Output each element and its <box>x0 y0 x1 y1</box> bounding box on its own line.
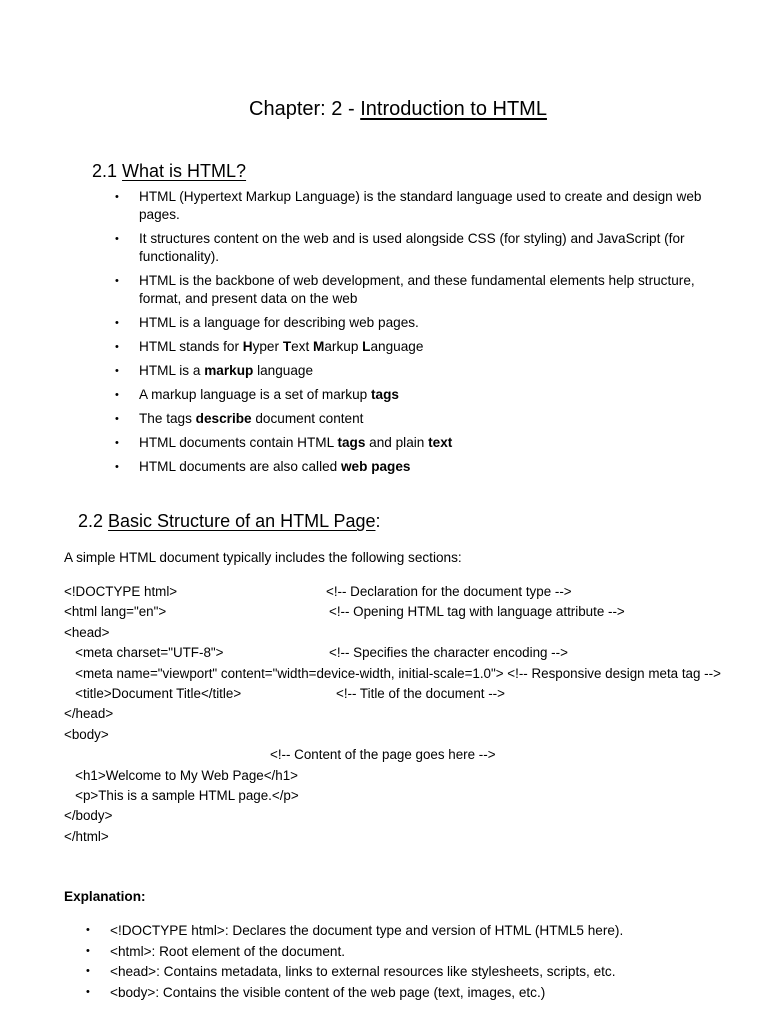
code-line <box>64 766 724 786</box>
list-item <box>115 458 709 476</box>
list-item-text: document content <box>251 411 364 426</box>
bold-text: markup <box>204 363 254 378</box>
code-text: </head> <box>64 706 114 722</box>
list-item-text: arkup <box>324 339 363 354</box>
bullet-glyph: • <box>115 191 119 203</box>
bullet-glyph: • <box>115 365 119 377</box>
code-text: <meta name="viewport" content="width=device-width, initial-scale=1.0"> <!-- Responsive design meta tag --> <box>64 665 721 681</box>
bullet-glyph: • <box>86 924 90 936</box>
code-line <box>64 786 724 806</box>
code-line <box>64 582 724 602</box>
code-line <box>64 684 724 704</box>
code-text: <h1>Welcome to My Web Page</h1> <box>64 767 298 783</box>
what-is-html-list <box>115 188 709 476</box>
code-sample <box>64 582 724 847</box>
bullet-glyph: • <box>115 341 119 353</box>
bullet-glyph: • <box>86 965 90 978</box>
bold-text: L <box>362 339 371 354</box>
code-text: </body> <box>64 808 113 824</box>
code-line <box>64 806 724 826</box>
bold-text: tags <box>337 435 366 450</box>
explanation-item <box>86 962 730 983</box>
section-number: 2.1 <box>92 161 123 181</box>
code-text: <p>This is a sample HTML page.</p> <box>64 787 299 803</box>
explanation-item <box>86 942 730 963</box>
list-item-text: language <box>253 363 314 378</box>
code-line <box>64 704 724 724</box>
bold-text: text <box>428 435 453 450</box>
code-text: <body> <box>64 726 109 742</box>
explanation-text: <head>: Contains metadata, links to external resources like stylesheets, scripts, etc. <box>110 964 616 980</box>
code-comment: <!-- Content of the page goes here --> <box>270 747 496 763</box>
list-item-text: HTML (Hypertext Markup Language) is the standard language used to create and design web pages. <box>139 189 702 222</box>
code-text: <meta charset="UTF-8"> <box>64 645 224 661</box>
section-title: Basic Structure of an HTML Page <box>108 511 376 531</box>
code-comment: <!-- Declaration for the document type --> <box>326 584 572 599</box>
code-line <box>64 827 724 847</box>
bullet-glyph: • <box>115 389 119 401</box>
list-item <box>115 314 709 332</box>
explanation-text: <body>: Contains the visible content of the web page (text, images, etc.) <box>110 984 546 1000</box>
bullet-glyph: • <box>115 461 119 473</box>
chapter-title-text: Introduction to HTML <box>360 98 547 120</box>
explanation-item <box>86 921 730 942</box>
bullet-glyph: • <box>115 437 119 449</box>
list-item-text: A markup language is a set of markup <box>139 387 371 402</box>
bullet-glyph: • <box>86 985 90 998</box>
explanation-list <box>86 921 730 1003</box>
bullet-glyph: • <box>86 944 90 957</box>
bold-text: web pages <box>340 459 411 474</box>
chapter-title <box>0 96 768 122</box>
bullet-glyph: • <box>115 233 119 245</box>
code-line <box>64 623 724 643</box>
list-item <box>115 386 709 404</box>
bullet-glyph: • <box>115 275 119 287</box>
code-line <box>64 725 724 745</box>
list-item-text: HTML is the backbone of web development, and these fundamental elements help structure, format, and present data on the web <box>139 273 695 306</box>
bold-text: tags <box>370 387 399 402</box>
list-item <box>115 434 709 452</box>
code-text: </html> <box>64 828 109 844</box>
list-item <box>115 410 709 428</box>
list-item-text: It structures content on the web and is used alongside CSS (for styling) and JavaScript (for functionality). <box>139 231 685 264</box>
list-item <box>115 362 709 380</box>
list-item-text: HTML is a <box>139 363 205 378</box>
code-text: <head> <box>64 624 110 640</box>
list-item-text: and plain <box>365 435 429 450</box>
code-text: <!DOCTYPE html> <box>64 584 178 599</box>
chapter-prefix: Chapter: 2 - <box>249 98 361 120</box>
bold-text: describe <box>195 411 252 426</box>
code-comment: <!-- Specifies the character encoding --> <box>329 645 568 661</box>
code-line <box>64 745 724 765</box>
section-heading-2-2 <box>78 510 381 532</box>
list-item <box>115 338 709 356</box>
section-number: 2.2 <box>78 511 109 531</box>
list-item-text: HTML documents are also called <box>139 459 341 474</box>
list-item-text: HTML documents contain HTML <box>139 435 338 450</box>
list-item <box>115 188 709 224</box>
bullet-glyph: • <box>115 317 119 329</box>
section-title: What is HTML? <box>122 161 247 181</box>
code-text: <title>Document Title</title> <box>64 685 242 701</box>
code-line <box>64 643 724 663</box>
list-item-text: HTML is a language for describing web pages. <box>139 315 419 330</box>
list-item-text: The tags <box>139 411 196 426</box>
list-item-text: ext <box>291 339 314 354</box>
bullet-glyph: • <box>115 413 119 425</box>
code-comment: <!-- Title of the document --> <box>336 685 505 701</box>
section-title-suffix: : <box>375 511 381 531</box>
code-text: <html lang="en"> <box>64 604 167 620</box>
explanation-item <box>86 983 730 1004</box>
intro-paragraph: A simple HTML document typically includes the following sections: <box>64 550 462 565</box>
list-item-text: anguage <box>370 339 424 354</box>
code-comment: <!-- Opening HTML tag with language attribute --> <box>329 604 625 620</box>
explanation-text: <!DOCTYPE html>: Declares the document type and version of HTML (HTML5 here). <box>110 923 624 938</box>
list-item-text: HTML stands for <box>139 339 243 354</box>
code-line <box>64 602 724 622</box>
explanation-text: <html>: Root element of the document. <box>110 943 346 959</box>
explanation-label: Explanation: <box>64 889 146 904</box>
bold-text: T <box>282 339 292 354</box>
list-item-text: yper <box>252 339 283 354</box>
section-heading-2-1 <box>92 160 246 182</box>
bold-text: H <box>242 339 253 354</box>
bold-text: M <box>313 339 325 354</box>
list-item <box>115 230 709 266</box>
code-line <box>64 664 724 684</box>
list-item <box>115 272 709 308</box>
